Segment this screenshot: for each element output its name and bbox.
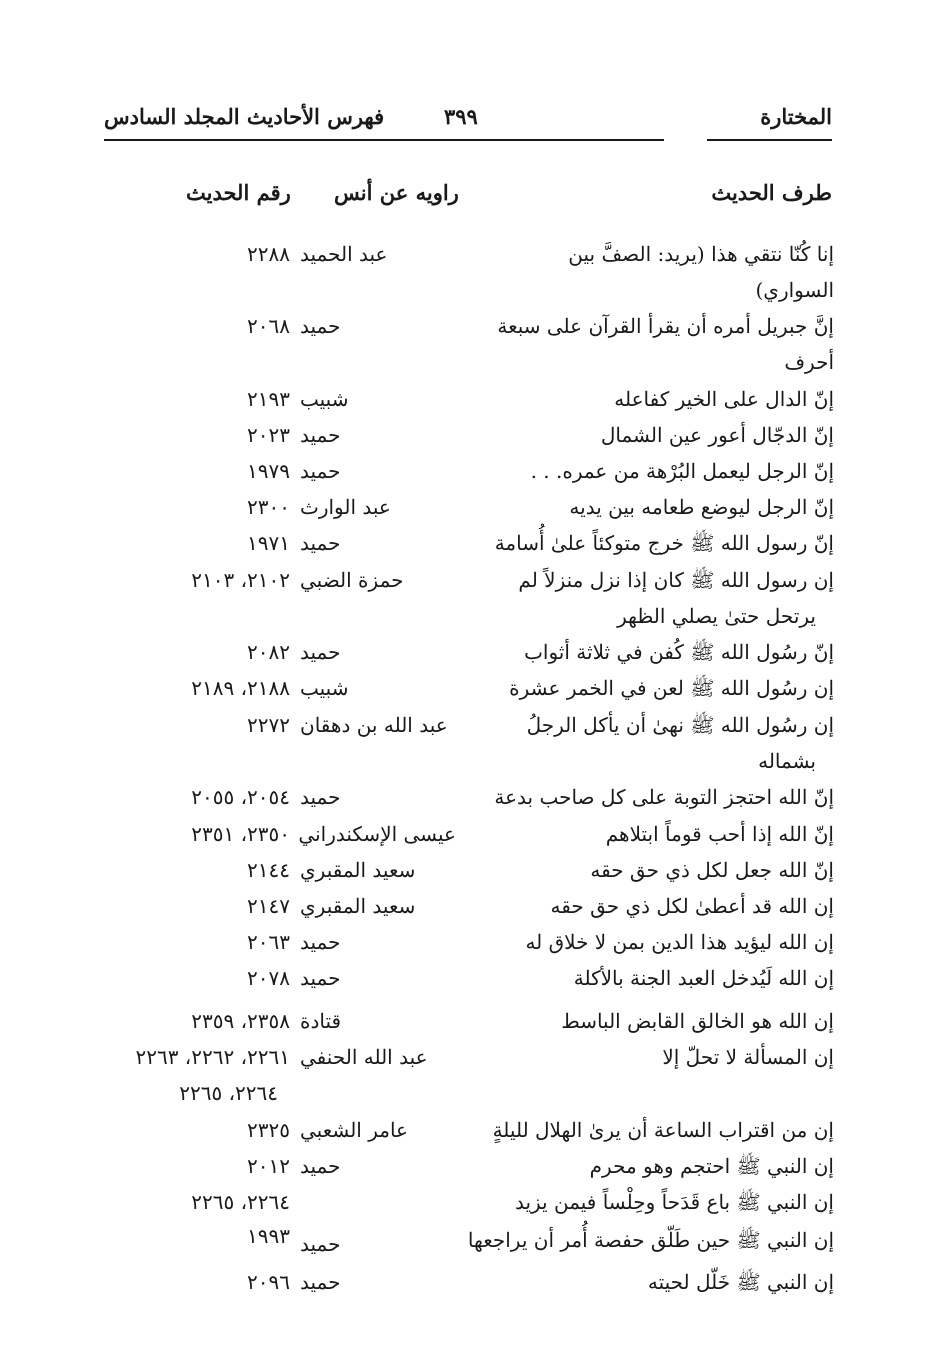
narrator: سعيد المقبري bbox=[300, 858, 416, 882]
section-title: فهرس الأحاديث المجلد السادس bbox=[104, 104, 385, 129]
hadith-text: إنّ الله جعل لكل ذي حق حقه bbox=[590, 858, 834, 882]
narrator: حميد bbox=[300, 785, 341, 809]
narrator: قتادة bbox=[300, 1009, 342, 1033]
narrator: حمزة الضبي bbox=[300, 568, 404, 592]
hadith-text: إن الله ليؤيد هذا الدين بمن لا خلاق له bbox=[525, 930, 834, 954]
column-header-narrator: راويه عن أنس bbox=[334, 180, 459, 205]
hadith-number: ٢٢٧٢ bbox=[247, 713, 290, 737]
hadith-number: ٢١٤٤ bbox=[247, 858, 290, 882]
hadith-number: ١٩٩٣ bbox=[247, 1224, 290, 1248]
hadith-text: إنَّ جبريل أمره أن يقرأ القرآن على سبعة bbox=[497, 314, 834, 338]
narrator: شبيب bbox=[300, 676, 349, 700]
narrator: حميد bbox=[300, 1232, 341, 1256]
narrator: عبد الحميد bbox=[300, 242, 388, 266]
hadith-number: ٢١٩٣ bbox=[247, 387, 290, 411]
header-rule-left bbox=[104, 139, 664, 141]
hadith-text: إن رسُول الله ﷺ لعن في الخمر عشرة bbox=[509, 676, 834, 700]
narrator: حميد bbox=[300, 966, 341, 990]
hadith-text-continued: يرتحل حتىٰ يصلي الظهر bbox=[617, 604, 816, 628]
narrator: حميد bbox=[300, 930, 341, 954]
hadith-number: ٢١٤٧ bbox=[247, 894, 290, 918]
narrator: حميد bbox=[300, 1270, 341, 1294]
hadith-number: ٢٠٥٤، ٢٠٥٥ bbox=[191, 785, 290, 809]
narrator: عبد الوارث bbox=[300, 495, 391, 519]
hadith-text: إن النبي ﷺ حين طَلّق حفصة أُمر أن يراجعها bbox=[467, 1228, 834, 1252]
hadith-number: ٢٢٦١، ٢٢٦٢، ٢٢٦٣ bbox=[135, 1045, 290, 1069]
header-rule-right bbox=[707, 139, 832, 141]
narrator: سعيد المقبري bbox=[300, 894, 416, 918]
hadith-text: إنّ الله إذا أحب قوماً ابتلاهم bbox=[605, 822, 834, 846]
narrator: حميد bbox=[300, 423, 341, 447]
hadith-number: ٢٠٦٨ bbox=[247, 314, 290, 338]
narrator: حميد bbox=[300, 640, 341, 664]
narrator: حميد bbox=[300, 531, 341, 555]
hadith-text-continued: السواري) bbox=[755, 278, 834, 302]
hadith-text: إن الله لَيُدخل العبد الجنة بالأكلة bbox=[573, 966, 834, 990]
hadith-number: ٢٠٦٣ bbox=[247, 930, 290, 954]
hadith-text: إنّ رسُول الله ﷺ كُفن في ثلاثة أثواب bbox=[524, 640, 834, 664]
narrator: شبيب bbox=[300, 387, 349, 411]
hadith-text: إن من اقتراب الساعة أن يرىٰ الهلال لليلةٍ bbox=[492, 1118, 834, 1142]
hadith-text: إن النبي ﷺ احتجم وهو محرم bbox=[589, 1154, 834, 1178]
hadith-number: ١٩٧١ bbox=[247, 531, 290, 555]
narrator: حميد bbox=[300, 314, 341, 338]
hadith-number: ٢٣٥٨، ٢٣٥٩ bbox=[191, 1009, 290, 1033]
narrator: عبد الله بن دهقان bbox=[300, 713, 448, 737]
narrator: حميد bbox=[300, 1154, 341, 1178]
hadith-number: ٢٠١٢ bbox=[247, 1154, 290, 1178]
hadith-number: ١٩٧٩ bbox=[247, 459, 290, 483]
hadith-number: ٢١٠٢، ٢١٠٣ bbox=[191, 568, 290, 592]
hadith-text-continued: أحرف bbox=[784, 350, 834, 374]
hadith-number: ٢٢٦٤، ٢٢٦٥ bbox=[191, 1190, 290, 1214]
hadith-text: إنّ الرجل ليوضع طعامه بين يديه bbox=[569, 495, 834, 519]
hadith-text: إنّ الله احتجز التوبة على كل صاحب بدعة bbox=[494, 785, 834, 809]
hadith-number: ٢٢٨٨ bbox=[247, 242, 290, 266]
column-header-hadith: طرف الحديث bbox=[711, 180, 832, 205]
hadith-number: ٢٠٩٦ bbox=[247, 1270, 290, 1294]
hadith-number-continued: ٢٢٦٤، ٢٢٦٥ bbox=[179, 1081, 278, 1105]
hadith-text: إنّ الرجل ليعمل البُرْهة من عمره. . . bbox=[530, 459, 834, 483]
narrator: عبد الله الحنفي bbox=[300, 1045, 428, 1069]
page-number: ٣٩٩ bbox=[444, 104, 478, 129]
hadith-number: ٢٠٢٣ bbox=[247, 423, 290, 447]
hadith-number: ٢٣٢٥ bbox=[247, 1118, 290, 1142]
hadith-text: إن النبي ﷺ باع قَدَحاً وحِلْساً فيمن يزيد bbox=[514, 1190, 834, 1214]
hadith-text-continued: بشماله bbox=[758, 749, 816, 773]
hadith-text: إنا كُنّا نتقي هذا (يريد: الصفَّ بين bbox=[568, 242, 834, 266]
hadith-number: ٢٠٧٨ bbox=[247, 966, 290, 990]
narrator: حميد bbox=[300, 459, 341, 483]
hadith-text: إنّ الدجّال أعور عين الشمال bbox=[600, 423, 834, 447]
hadith-text: إن الله قد أعطىٰ لكل ذي حق حقه bbox=[550, 894, 834, 918]
hadith-number: ٢٣٠٠ bbox=[247, 495, 290, 519]
narrator: عيسى الإسكندراني bbox=[298, 822, 456, 846]
hadith-text: إن الله هو الخالق القابض الباسط bbox=[561, 1009, 834, 1033]
hadith-number: ٢٠٨٢ bbox=[247, 640, 290, 664]
hadith-text: إنّ رسول الله ﷺ خرج متوكئاً علىٰ أُسامة bbox=[494, 531, 834, 555]
hadith-number: ٢٣٥٠، ٢٣٥١ bbox=[191, 822, 290, 846]
page-header bbox=[104, 104, 832, 136]
hadith-text: إنّ الدال على الخير كفاعله bbox=[614, 387, 834, 411]
column-header-number: رقم الحديث bbox=[186, 180, 291, 205]
book-title: المختارة bbox=[760, 104, 832, 129]
hadith-text: إن رسول الله ﷺ كان إذا نزل منزلاً لم bbox=[518, 568, 834, 592]
hadith-text: إن المسألة لا تحلّ إلا bbox=[662, 1045, 834, 1069]
hadith-number: ٢١٨٨، ٢١٨٩ bbox=[191, 676, 290, 700]
narrator: عامر الشعبي bbox=[300, 1118, 408, 1142]
hadith-text: إن رسُول الله ﷺ نهىٰ أن يأكل الرجلُ bbox=[526, 713, 834, 737]
hadith-text: إن النبي ﷺ خَلّل لحيته bbox=[647, 1270, 834, 1294]
